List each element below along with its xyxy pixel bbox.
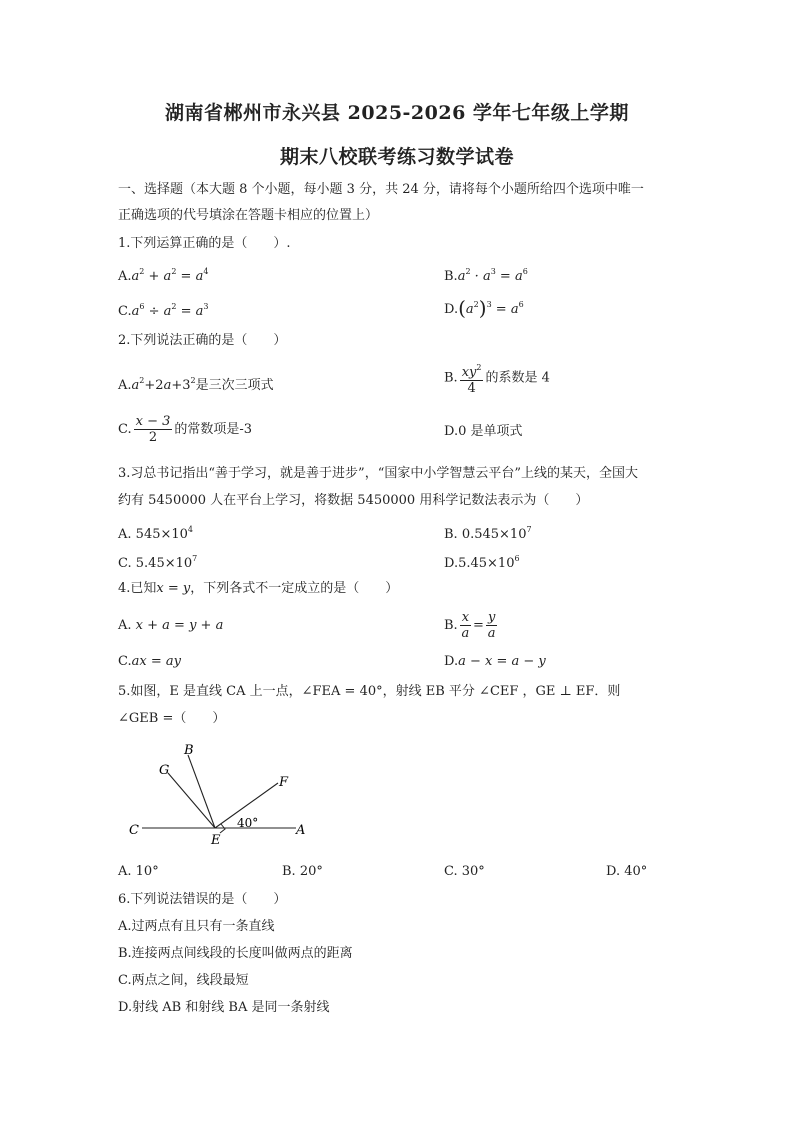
- q6-stem: 6.下列说法错误的是（ ）: [118, 892, 287, 907]
- q5-option-b: B. 20°: [282, 864, 323, 879]
- q4-stem: 4.已知x = y，下列各式不一定成立的是（ ）: [118, 581, 399, 596]
- title-line-2: 期末八校联考练习数学试卷: [279, 146, 514, 168]
- section-heading-line-2: 正确选项的代号填涂在答题卡相应的位置上）: [118, 208, 379, 223]
- q1-option-b: $B.a^2 \cdot a^3 = a^6$: [444, 267, 528, 284]
- label-b: B: [184, 743, 194, 758]
- angle-label: 40°: [237, 816, 259, 830]
- ray-eb: [188, 755, 215, 828]
- ray-eg: [168, 773, 215, 828]
- q5-stem-line-2: ∠GEB =（ ）: [118, 711, 226, 726]
- q3-option-c: C. $5.45\times 10^7$: [118, 554, 198, 571]
- label-a: A: [296, 823, 306, 838]
- q2-option-a: $A.a^2+2a+3^2$是三次三项式: [118, 376, 274, 393]
- q5-option-c: C. 30°: [444, 864, 485, 879]
- q6-option-a: A.过两点有且只有一条直线: [118, 919, 275, 934]
- q2-option-b: B. $\frac{xy^2}{4}$ 的系数是 4: [444, 360, 550, 396]
- label-c: C: [129, 823, 139, 838]
- label-g: G: [159, 763, 170, 778]
- title-line-1: 湖南省郴州市永兴县 2025-2026 学年七年级上学期: [165, 102, 629, 124]
- q3-option-d: $D.5.45\times 10^6$: [444, 554, 520, 571]
- q1-option-c: $C.a^6 \div a^2 = a^3$: [118, 302, 209, 319]
- q2-stem: 2.下列说法正确的是（ ）: [118, 333, 287, 348]
- q5-option-a: A. 10°: [118, 864, 159, 879]
- q2-option-c: C. $\frac{x - 3}{2}$ 的常数项是-3: [118, 414, 253, 445]
- q4-option-d: D.a − x = a − y: [444, 654, 546, 669]
- section-heading-line-1: 一、选择题（本大题 8 个小题，每小题 3 分，共 24 分，请将每个小题所给四个选项中唯一: [118, 182, 644, 197]
- q4-option-c: C.ax = ay: [118, 654, 181, 669]
- q1-stem: 1.下列运算正确的是（ ）.: [118, 236, 291, 251]
- q5-option-d: D. 40°: [606, 864, 648, 879]
- q6-option-d: D.射线 AB 和射线 BA 是同一条射线: [118, 1000, 330, 1015]
- q4-option-b: B. $\frac{x}{a}$ = $\frac{y}{a}$: [444, 610, 496, 641]
- q2-option-d: D.0 是单项式: [444, 424, 523, 439]
- q4-option-a: A. x + a = y + a: [118, 618, 224, 633]
- q3-option-b: B. $0.545\times 10^7$: [444, 525, 532, 542]
- q1-option-a: $A.a^2 + a^2 = a^4$: [118, 267, 209, 284]
- q3-stem-line-2: 约有 5450000 人在平台上学习，将数据 5450000 用科学记数法表示为（ ）: [118, 493, 589, 508]
- q3-option-a: A. $545\times 10^4$: [118, 525, 194, 542]
- q5-stem-line-1: 5.如图，E 是直线 CA 上一点，∠FEA = 40°，射线 EB 平分 ∠CEF ，GE ⊥ EF．则: [118, 684, 621, 699]
- q6-option-b: B.连接两点间线段的长度叫做两点的距离: [118, 946, 353, 961]
- q5-angle-figure: [118, 738, 318, 850]
- q1-option-d: $D.(a^2)^3 = a^6$: [444, 296, 524, 320]
- q3-stem-line-1: 3.习总书记指出“善于学习，就是善于进步”，“国家中小学智慧云平台”上线的某天，全国大: [118, 466, 638, 481]
- label-e: E: [211, 833, 221, 848]
- label-f: F: [279, 775, 289, 790]
- q6-option-c: C.两点之间，线段最短: [118, 973, 249, 988]
